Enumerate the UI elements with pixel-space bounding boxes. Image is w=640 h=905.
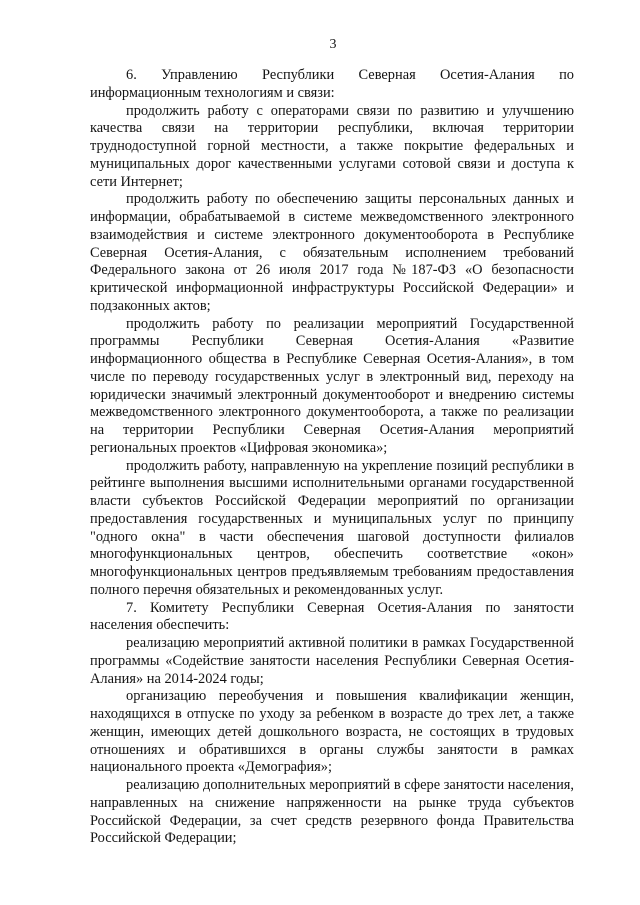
paragraph-active-policy: реализацию мероприятий активной политики в рамках Государственной программы «Содействие занятости населения Республики Северная Осетия-Алания» на 2014-2024 годы; [90,635,574,687]
document-body [90,67,574,848]
paragraph-additional-measures: реализацию дополнительных мероприятий в сфере занятости населения, направленных на снижение напряженности на рынке труда субъектов Российской Федерации, за счет средств резервного фонда Правительства Российской Федерации; [90,777,574,847]
item-6-first-line: 6. Управлению Республики Северная Осетия-Алания по [126,67,574,83]
paragraph-women-retraining: организацию переобучения и повышения квалификации женщин, находящихся в отпуске по уходу за ребенком в возрасте до трех лет, а также женщин, имеющих детей дошкольного возраста, не состоящих в трудовых отношениях и обратившихся в органы службы занятости в рамках национального проекта «Демография»; [90,688,574,776]
item-7-paragraph: 7. Комитету Республики Северная Осетия-Алания по занятости населения обеспечить: [90,599,574,634]
item-6-paragraph [90,67,574,103]
paragraph-communications-quality: продолжить работу с операторами связи по развитию и улучшению качества связи на территории республики, включая территории труднодоступной горной местности, а также покрытие федеральных и муниципальных дорог качественными услугами сотовой связи и доступа к сети Интернет; [90,102,574,190]
paragraph-one-window-rating: продолжить работу, направленную на укрепление позиций республики в рейтинге выполнения высшими исполнительными органами государственной власти субъектов Российской Федерации мероприятий по организации предоставления государственных и муниципальных услуг по принципу "одного окна" в части обеспечения шаговой доступности филиалов многофункциональных центров, обеспечить соответствие «окон» многофункциональных центров предъявляемым требованиям предоставления полного перечня обязательных и рекомендованных услуг. [90,457,574,598]
item-6-continuation: информационным технологиям и связи: [90,84,335,101]
paragraph-information-society-program: продолжить работу по реализации мероприятий Государственной программы Республики Северная Осетия-Алания «Развитие информационного общества в Республике Северная Осетия-Алания», в том числе по переводу государственных услуг в электронный вид, переходу на юридически значимый электронный документооборот и внедрению системы межведомственного электронного документооборота, а также по реализации на территории Республики Северная Осетия-Алания мероприятий региональных проектов «Цифровая экономика»; [90,315,574,456]
paragraph-data-protection: продолжить работу по обеспечению защиты персональных данных и информации, обрабатываемой в системе межведомственного электронного взаимодействия и системе электронного документооборота в Республике Северная Осетия-Алания, с обязательным исполнением требований Федерального закона от 26 июля 2017 года №187-ФЗ «О безопасности критической информационной инфраструктуры Российской Федерации» и подзаконных актов; [90,191,574,314]
page-number: 3 [329,37,337,52]
